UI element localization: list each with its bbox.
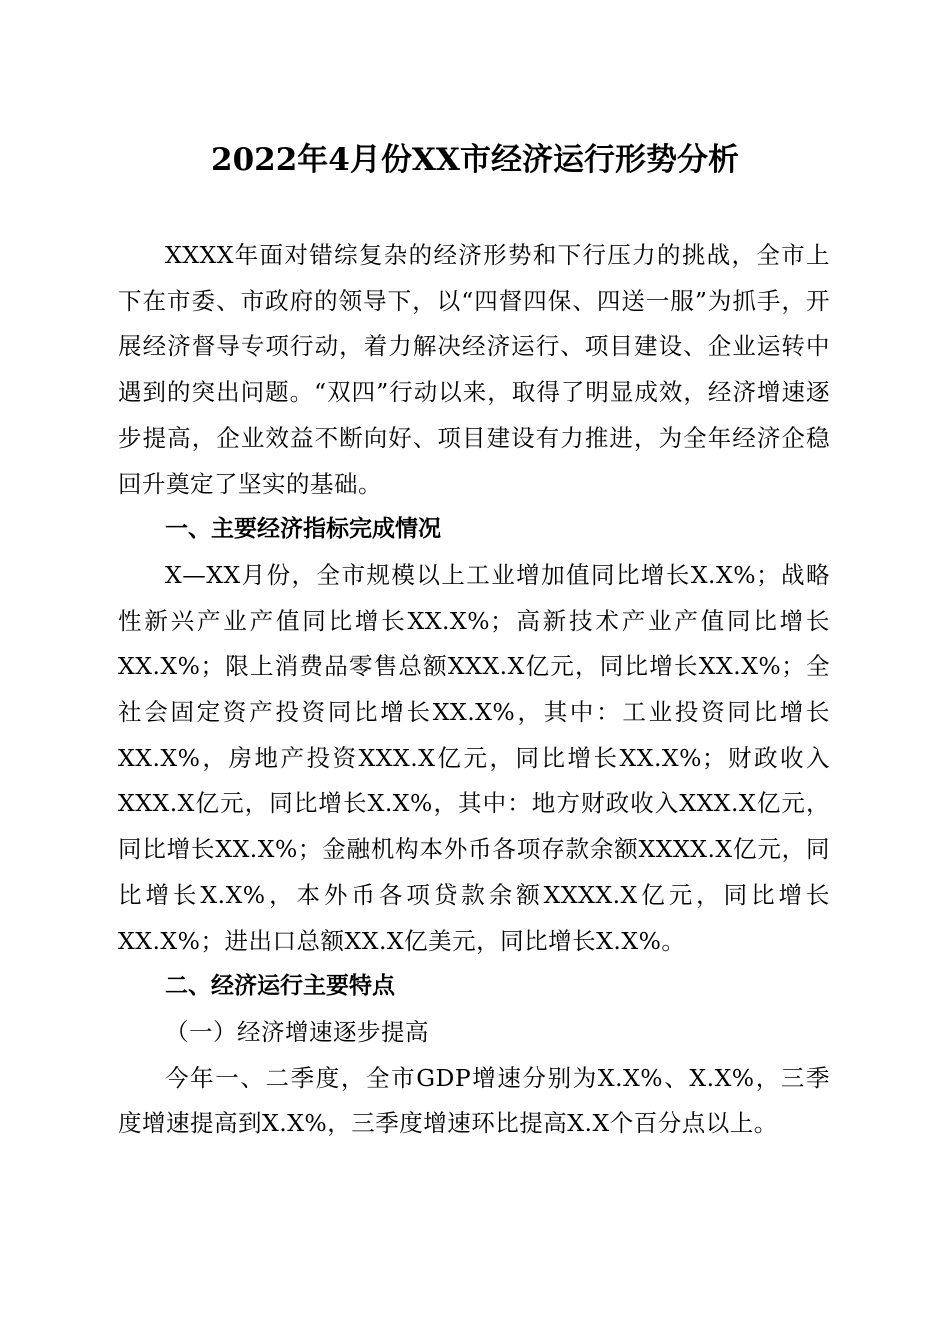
section-heading-1: 一、主要经济指标完成情况: [165, 516, 441, 543]
subsection-heading-2-1: （一）经济增速逐步提高: [165, 1017, 429, 1046]
section-2-paragraph: 今年一、二季度，全市GDP增速分别为X.X%、X.X%，三季度增速提高到X.X%，三季度增速环比提高X.X个百分点以上。: [118, 1063, 830, 1138]
document-title: 2022年4月份XX市经济运行形势分析: [211, 142, 739, 178]
document-body: [118, 233, 830, 1147]
section-1-paragraph: X—XX月份，全市规模以上工业增加值同比增长X.X%；战略性新兴产业产值同比增长XX.X%；高新技术产业产值同比增长XX.X%；限上消费品零售总额XXX.X亿元，同比增长XX.X%；全社会固定资产投资同比增长XX.X%，其中：工业投资同比增长XX.X%，房地产投资XXX.X亿元，同比增长XX.X%；财政收入XXX.X亿元，同比增长X.X%，其中：地方财政收入XXX.X亿元，同比增长XX.X%；金融机构本外币各项存款余额XXXX.X亿元，同比增长X.X%，本外币各项贷款余额XXXX.X亿元，同比增长XX.X%；进出口总额XX.X亿美元，同比增长X.X%。: [118, 560, 830, 955]
section-heading-2: 二、经济运行主要特点: [165, 973, 395, 1000]
intro-paragraph: XXXX年面对错综复杂的经济形势和下行压力的挑战，全市上下在市委、市政府的领导下，以“四督四保、四送一服”为抓手，开展经济督导专项行动，着力解决经济运行、项目建设、企业运转中遇到的突出问题。“双四”行动以来，取得了明显成效，经济增速逐步提高，企业效益不断向好、项目建设有力推进，为全年经济企稳回升奠定了坚实的基础。: [118, 241, 830, 498]
